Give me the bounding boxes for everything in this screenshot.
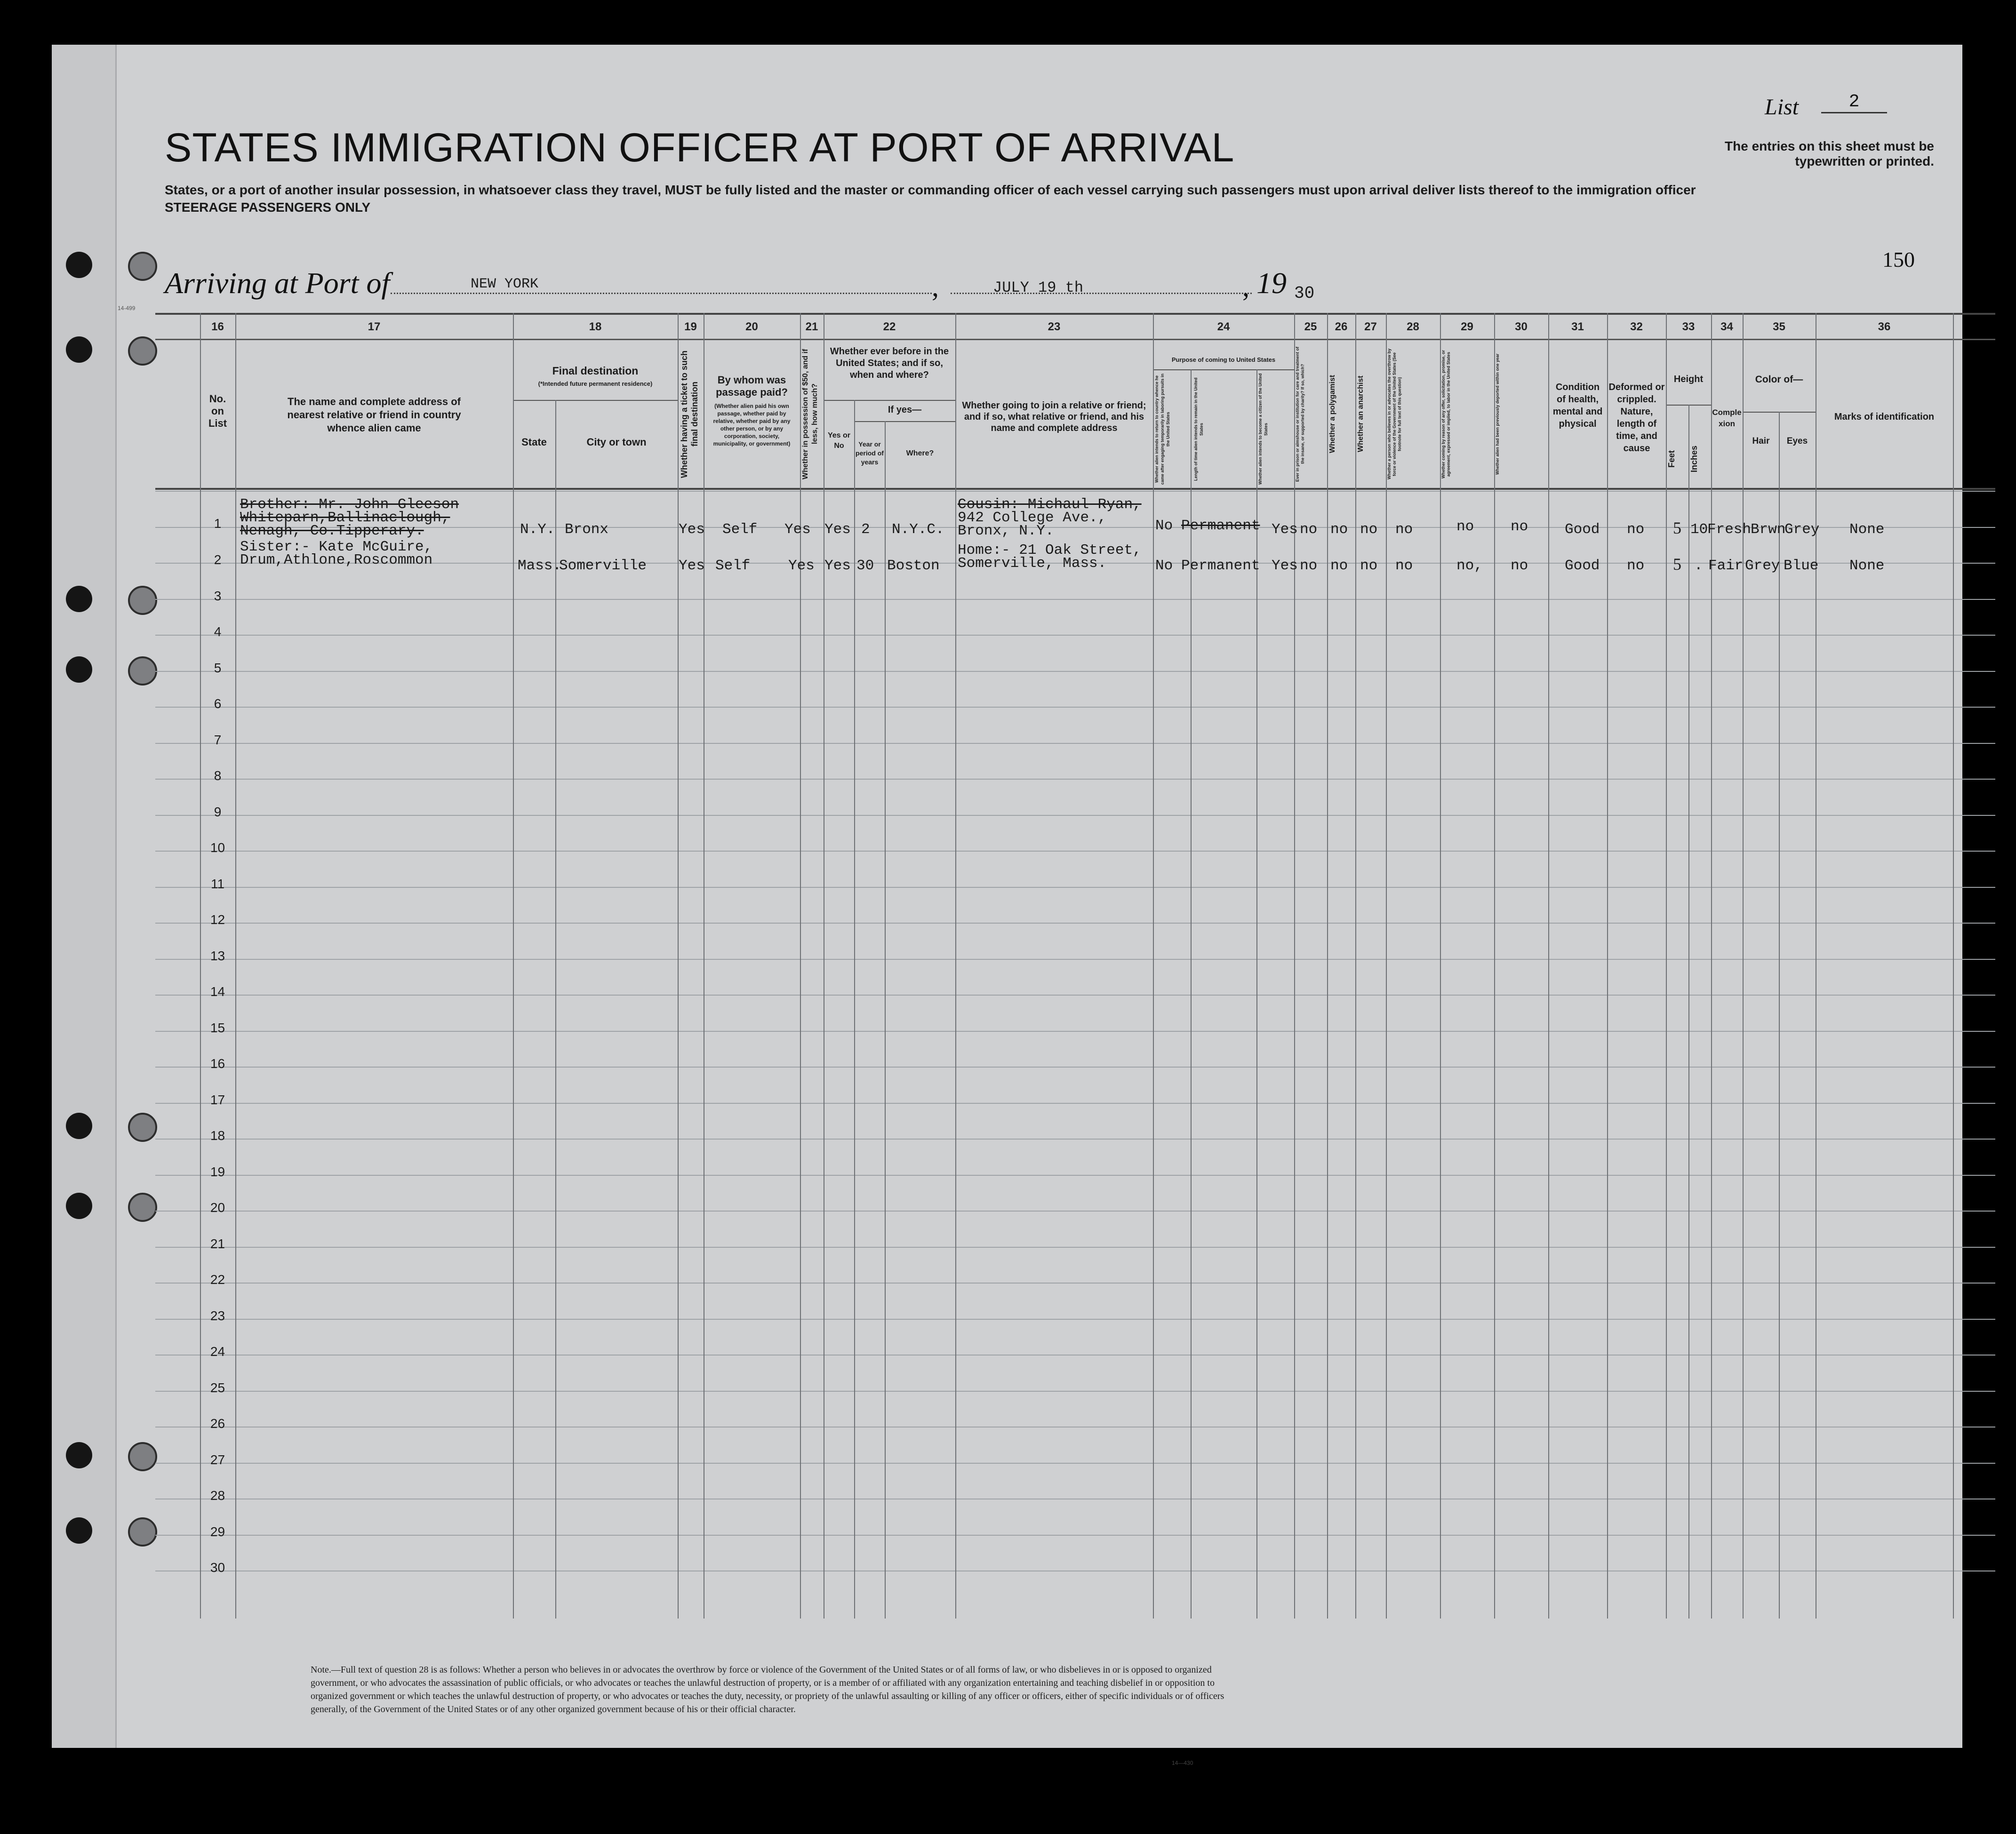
col-rule — [854, 400, 855, 1619]
col-rule — [800, 313, 801, 1619]
header-marks: Marks of identification — [1834, 412, 1935, 422]
col-number-29: 29 — [1461, 320, 1473, 333]
entry-2-paid-by: Self — [715, 558, 751, 574]
ifyes-sub-rule — [854, 421, 955, 422]
row-rule — [155, 1067, 1995, 1068]
col-rule — [1666, 313, 1667, 1619]
list-number: 2 — [1821, 92, 1887, 113]
row-number: 12 — [210, 912, 225, 927]
header-complexion: Complexion — [1712, 408, 1742, 428]
row-rule — [155, 635, 1995, 636]
entry-1-ticket: Yes — [679, 521, 705, 538]
col-rule — [1711, 313, 1712, 1619]
header-inches: Inches — [1689, 445, 1699, 472]
entry-1-relative-line-3: Nenagh, Co.Tipperary. — [240, 523, 424, 539]
header-city-or-town: City or town — [586, 436, 647, 448]
header-height: Height — [1673, 374, 1704, 384]
col-rule — [1153, 313, 1154, 1619]
row-number: 30 — [210, 1560, 225, 1575]
punch-hole — [66, 336, 92, 363]
entry-2-prison: no — [1300, 558, 1318, 574]
col-number-17: 17 — [368, 320, 381, 333]
row-rule — [155, 1211, 1995, 1212]
col-rule — [235, 313, 236, 1619]
entry-1-where: N.Y.C. — [892, 521, 944, 538]
instructions-line-2: STEERAGE PASSENGERS ONLY — [165, 200, 371, 215]
entry-2-complexion: Fair — [1708, 558, 1744, 574]
col-number-34: 34 — [1720, 320, 1733, 333]
entry-2-eyes: Blue — [1784, 558, 1819, 574]
header-yes-or-no: Yes or No — [827, 431, 851, 450]
row-number: 2 — [214, 552, 222, 567]
col-rule — [1256, 369, 1257, 1619]
row-rule — [155, 743, 1995, 744]
punch-hole-ring — [128, 336, 157, 366]
header-purpose-citizen: Whether alien intends to become a citizen of the United States — [1258, 373, 1268, 485]
entry-1-prison: no — [1300, 521, 1318, 538]
row-number: 21 — [210, 1236, 225, 1251]
table-top-rule — [155, 313, 1995, 315]
entry-2-polygamist: no — [1330, 558, 1348, 574]
page-number: 150 — [1882, 247, 1915, 271]
col-rule — [1191, 369, 1192, 1619]
entry-2-return: No — [1155, 558, 1173, 574]
col-rule — [955, 313, 956, 1619]
entry-1-city: Bronx — [565, 521, 609, 538]
col-rule — [1743, 313, 1744, 1619]
col-number-16: 16 — [211, 320, 224, 333]
entry-1-eyes: Grey — [1784, 521, 1820, 538]
punch-hole — [66, 1113, 92, 1139]
row-rule — [155, 1535, 1995, 1536]
entry-1-complexion: Fresh — [1707, 521, 1752, 538]
row-number: 22 — [210, 1272, 225, 1287]
col-rule — [678, 313, 679, 1619]
row-number: 5 — [214, 661, 222, 675]
entry-2-feet: 5 — [1673, 555, 1681, 574]
punch-hole — [66, 586, 92, 612]
entry-1-marks: None — [1849, 521, 1885, 538]
manifest-table — [155, 313, 1995, 1626]
entry-1-relative-line-1: Brother:-Mr. John Gleeson — [240, 496, 459, 513]
row-number: 28 — [210, 1488, 225, 1503]
col-number-25: 25 — [1304, 320, 1317, 333]
header-anarchist: Whether an anarchist — [1357, 375, 1365, 453]
entry-2-health: Good — [1565, 558, 1600, 574]
punch-hole-ring — [128, 1113, 157, 1142]
col-rule — [1494, 313, 1495, 1619]
entry-2-city: Somerville — [559, 558, 647, 574]
row-number: 24 — [210, 1344, 225, 1359]
row-rule — [155, 887, 1995, 888]
row-number: 9 — [214, 805, 222, 819]
entry-2-inches: . — [1694, 558, 1703, 574]
punch-hole — [66, 1442, 92, 1468]
col-number-36: 36 — [1878, 320, 1891, 333]
punch-hole — [66, 1517, 92, 1544]
col-rule — [1548, 313, 1549, 1619]
punch-hole-ring — [128, 1517, 157, 1547]
col-rule — [1607, 313, 1608, 1619]
col-number-26: 26 — [1335, 320, 1348, 333]
list-label: List — [1765, 95, 1799, 120]
page-title: STATES IMMIGRATION OFFICER AT PORT OF ARRIVAL — [165, 125, 1235, 170]
final-destination-note: (*Intended future permanent residence) — [538, 380, 653, 387]
entry-1-join-line-1: Cousin:-Michaul Ryan, — [958, 496, 1142, 513]
row-rule — [155, 1247, 1995, 1248]
col-number-19: 19 — [684, 320, 697, 333]
entry-2-possession: Yes — [788, 558, 815, 574]
entry-2-overthrow: no — [1395, 558, 1413, 574]
ever-before-sub-rule — [824, 400, 955, 401]
entry-1-return: No — [1155, 518, 1173, 534]
arriving-label: Arriving at Port of — [165, 266, 390, 300]
header-final-destination — [515, 365, 675, 387]
entry-1-polygamist: no — [1330, 521, 1348, 538]
entry-1-join-line-2: 942 College Ave., — [958, 510, 1107, 526]
row-rule — [155, 1031, 1995, 1032]
form-code-bottom: 14—430 — [1172, 1760, 1193, 1766]
row-rule — [155, 923, 1995, 924]
header-deformed: Deformed or crippled. Nature, length of time, and cause — [1608, 382, 1665, 454]
entry-2-length: Permanent — [1181, 558, 1260, 574]
comma-separator: , — [932, 271, 939, 302]
port-value: NEW YORK — [471, 276, 539, 292]
entry-1-citizen: Yes — [1272, 521, 1298, 538]
entry-1-deported: no — [1511, 518, 1528, 535]
paper-left-edge — [52, 45, 117, 1748]
entry-1-health: Good — [1565, 521, 1600, 538]
col-number-35: 35 — [1773, 320, 1785, 333]
instructions — [165, 181, 1696, 216]
punch-hole-ring — [128, 252, 157, 281]
header-ticket: Whether having a ticket to such final destination — [680, 350, 699, 478]
header-purpose: Purpose of coming to United States — [1171, 356, 1276, 363]
col-rule — [1688, 405, 1689, 1619]
header-ever-before: Whether ever before in the United States; and if so, when and where? — [830, 346, 949, 380]
row-number: 15 — [210, 1021, 225, 1035]
entry-2-anarchist: no — [1360, 558, 1378, 574]
entry-2-deported: no — [1511, 558, 1528, 574]
header-by-whom — [708, 374, 795, 447]
row-number: 29 — [210, 1524, 225, 1539]
final-destination-label: Final destination — [552, 365, 639, 377]
row-rule — [155, 779, 1995, 780]
entry-1-possession: Yes — [784, 521, 811, 538]
row-number: 19 — [210, 1164, 225, 1179]
row-rule — [155, 599, 1995, 600]
punch-hole — [66, 656, 92, 683]
entry-2-deformed: no — [1627, 558, 1645, 574]
col-number-18: 18 — [589, 320, 602, 333]
entry-1-hair: Brwn — [1751, 521, 1786, 538]
header-eyes: Eyes — [1786, 436, 1808, 446]
purpose-sub-rule — [1153, 369, 1294, 370]
row-number: 16 — [210, 1056, 225, 1071]
col-rule — [555, 400, 556, 1619]
row-number: 23 — [210, 1308, 225, 1323]
row-number: 14 — [210, 984, 225, 999]
row-rule — [155, 671, 1995, 672]
header-bottom-rule — [155, 488, 1995, 490]
punch-hole-ring — [128, 1193, 157, 1222]
punch-hole — [66, 252, 92, 278]
row-number: 7 — [214, 733, 222, 747]
header-year-period: Year or period of years — [856, 440, 884, 466]
row-number: 20 — [210, 1200, 225, 1215]
row-number: 11 — [210, 877, 225, 891]
row-rule — [155, 1175, 1995, 1176]
row-rule — [155, 1283, 1995, 1284]
header-overthrow: Whether a person who believes in or advocates the overthrow by force or violence of the Government of the United States (See footnote for full text of this question) — [1387, 348, 1402, 480]
entry-1-feet: 5 — [1673, 518, 1681, 537]
row-number: 25 — [210, 1380, 225, 1395]
header-state: State — [521, 436, 547, 448]
entry-2-years: 30 — [856, 558, 874, 574]
entry-2-join-line-2: Somerville, Mass. — [958, 555, 1107, 572]
row-rule — [155, 1463, 1995, 1464]
entry-2-offer: no, — [1456, 558, 1483, 574]
punch-hole-ring — [128, 656, 157, 686]
row-number: 6 — [214, 696, 222, 711]
instructions-line-1: States, or a port of another insular possession, in whatsoever class they travel, MUST be fully listed and the master or commanding officer of each vessel carrying such passengers must upon arrival deliver lists thereof to the immigration officer — [165, 183, 1696, 197]
row-rule — [155, 815, 1995, 816]
date-value: JULY 19 th — [993, 279, 1084, 296]
col-number-21: 21 — [805, 320, 818, 333]
row-rule — [155, 707, 1995, 708]
col-rule — [1779, 412, 1780, 1619]
header-condition-health: Condition of health, mental and physical — [1552, 382, 1603, 429]
header-possession-50: Whether in possession of $50, and if less, how much? — [801, 349, 819, 479]
header-no-on-list: No. on List — [208, 393, 227, 429]
footnote: Note.—Full text of question 28 is as follows: Whether a person who believes in or advocates the overthrow by force or violence of the Government of the United States or of all forms of law, or who disbelieves in or is opposed to organized government, or who advocates the assassination of public officials, or who advocates or teaches the unlawful destruction of property, or is a member of or affiliated with any organization entertaining and teaching disbelief in or opposition to organized government or which teaches the unlawful destruction of property, or who advocates or teaches the duty, necessity, or propriety of the unlawful assaulting or killing of any officer or officers, either of specific individuals or of officers generally, of the Government of the United States or of any other organized government because of his or their official character. — [311, 1665, 1224, 1714]
col-rule — [1440, 313, 1441, 1619]
col-rule — [1355, 313, 1356, 1619]
header-purpose-return: Whether alien intends to return to country whence he came after engaging temporarily in laboring pursuits in the United States — [1154, 373, 1170, 485]
col-rule — [1327, 313, 1328, 1619]
entry-1-relative-line-2: Whiteparn,Ballinaclough, — [240, 510, 450, 526]
form-code-top: 14-499 — [118, 305, 136, 311]
row-rule — [155, 851, 1995, 852]
header-if-yes: If yes— — [888, 405, 922, 415]
row-rule — [155, 995, 1995, 996]
col-rule — [513, 313, 514, 1619]
port-underline — [391, 293, 932, 294]
entry-2-citizen: Yes — [1272, 558, 1298, 574]
dest-sub-rule — [513, 400, 678, 401]
header-number-rule — [155, 339, 1995, 340]
col-rule — [1953, 313, 1954, 1619]
entry-1-deformed: no — [1627, 521, 1645, 538]
entry-1-overthrow: no — [1395, 521, 1413, 538]
header-hair: Hair — [1752, 436, 1770, 446]
col-rule — [1294, 313, 1295, 1619]
header-join-relative: Whether going to join a relative or friend; and if so, what relative or friend, and his name and complete address — [962, 400, 1146, 433]
entry-2-join-line-1: Home:- 21 Oak Street, — [958, 542, 1142, 558]
by-whom-label: By whom was passage paid? — [716, 374, 788, 398]
col-number-27: 27 — [1364, 320, 1377, 333]
entry-1-paid-by: Self — [722, 521, 758, 538]
year-value: 30 — [1294, 284, 1315, 303]
row-rule — [155, 1139, 1995, 1140]
row-rule — [155, 1319, 1995, 1320]
entry-1-anarchist: no — [1360, 521, 1378, 538]
year-prefix: 19 — [1256, 266, 1287, 300]
entry-1-ever-before: Yes — [824, 521, 851, 538]
row-number: 3 — [214, 589, 222, 603]
row-number: 4 — [214, 624, 222, 639]
col-number-20: 20 — [745, 320, 758, 333]
row-rule — [155, 959, 1995, 960]
row-number: 1 — [214, 516, 222, 531]
row-number: 13 — [210, 949, 225, 963]
header-prison: Ever in prison or almshouse or institution for care and treatment of the insane, or supported by charity? If so, which? — [1295, 346, 1305, 482]
entry-2-state: Mass. — [518, 558, 562, 574]
header-feet: Feet — [1667, 450, 1676, 468]
row-number: 26 — [210, 1416, 225, 1431]
row-number: 18 — [210, 1128, 225, 1143]
col-number-23: 23 — [1048, 320, 1061, 333]
entry-1-years: 2 — [861, 521, 870, 538]
row-number: 8 — [214, 768, 222, 783]
entry-2-hair: Grey — [1745, 558, 1780, 574]
entry-1-join-line-3: Bronx, N.Y. — [958, 523, 1054, 539]
entry-1-offer: no — [1456, 518, 1474, 535]
row-rule — [155, 1355, 1995, 1356]
col-rule — [885, 421, 886, 1619]
col-number-33: 33 — [1682, 320, 1695, 333]
col-number-32: 32 — [1630, 320, 1643, 333]
entry-2-relative-line-2: Drum,Athlone,Roscommon — [240, 552, 433, 568]
row-number: 17 — [210, 1092, 225, 1107]
header-purpose-length: Length of time alien intends to remain in the United States — [1193, 377, 1204, 481]
header-offer: Whether coming by reason of any offer, solicitation, promise, or agreement, expressed or implied, to labor in the United States — [1441, 350, 1451, 478]
typewritten-note: The entries on this sheet must be typewritten or printed. — [1725, 139, 1934, 168]
entry-2-ever-before: Yes — [824, 558, 851, 574]
row-number: 10 — [210, 840, 225, 855]
entry-1-inches: 10 — [1690, 521, 1708, 538]
entry-1-state: N.Y. — [520, 521, 555, 538]
header-polygamist: Whether a polygamist — [1328, 375, 1336, 454]
col-rule — [1386, 313, 1387, 1619]
col-number-24: 24 — [1217, 320, 1230, 333]
row-number: 27 — [210, 1452, 225, 1467]
comma-separator: , — [1242, 271, 1249, 302]
col-number-28: 28 — [1407, 320, 1419, 333]
entry-2-marks: None — [1849, 558, 1885, 574]
punch-hole-ring — [128, 1442, 157, 1471]
entry-2-relative-line-1: Sister:- Kate McGuire, — [240, 539, 433, 555]
punch-hole — [66, 1193, 92, 1219]
row-rule — [155, 491, 1995, 492]
entry-2-ticket: Yes — [679, 558, 705, 574]
header-color-of: Color of— — [1755, 374, 1803, 385]
entry-1-length: Permanent — [1181, 518, 1260, 534]
row-rule — [155, 1391, 1995, 1392]
manifest-sheet — [52, 45, 1962, 1766]
entry-2-where: Boston — [887, 558, 940, 574]
col-number-30: 30 — [1515, 320, 1528, 333]
col-number-22: 22 — [883, 320, 896, 333]
header-where: Where? — [906, 449, 934, 457]
by-whom-note: (Whether alien paid his own passage, whether paid by relative, whether paid by any other person, or by any corporation, society, municipality, or government) — [713, 403, 791, 447]
header-nearest-relative: The name and complete address of nearest relative or friend in country whence alien came — [287, 396, 461, 434]
punch-hole-ring — [128, 586, 157, 615]
header-deported: Whether alien had been previously deported within one year — [1495, 353, 1500, 475]
col-number-31: 31 — [1571, 320, 1584, 333]
row-rule — [155, 1103, 1995, 1104]
